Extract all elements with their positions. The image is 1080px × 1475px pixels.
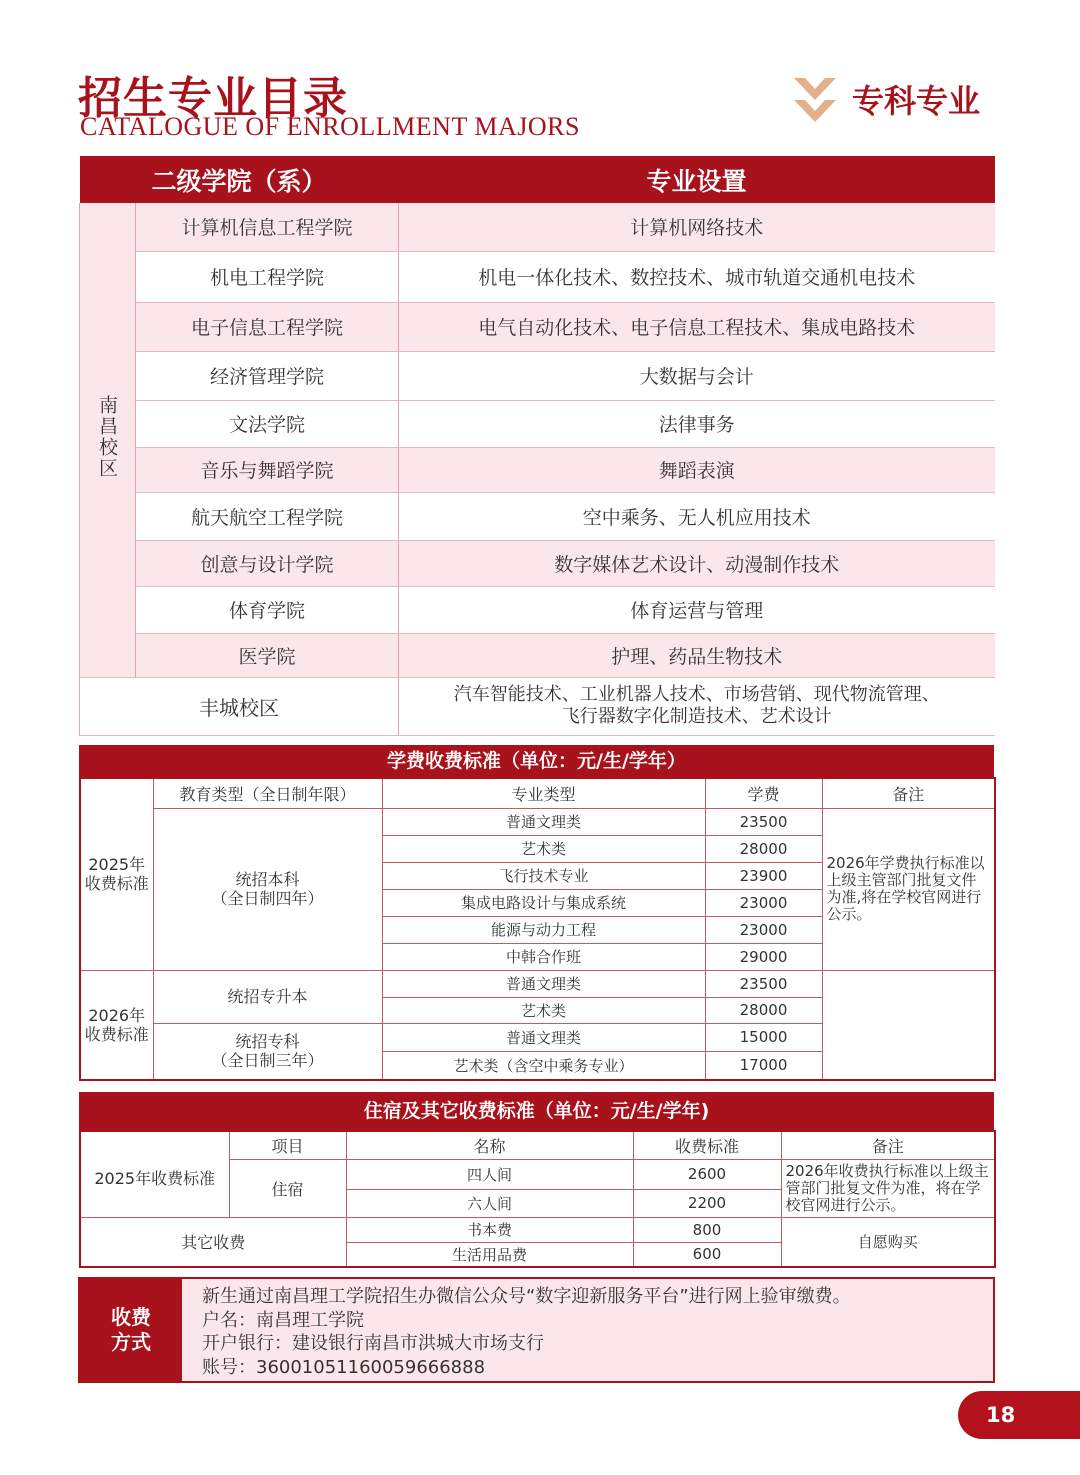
accom-name-cell: 六人间 — [346, 1189, 633, 1217]
payment-box — [78, 1277, 995, 1383]
table-row — [80, 302, 995, 351]
major-type-cell: 艺术类 — [382, 997, 705, 1023]
college-cell: 航天航空工程学院 — [136, 492, 399, 540]
major-type-cell: 普通文理类 — [382, 1023, 705, 1051]
fee-cell: 23500 — [705, 808, 822, 835]
payment-label-line: 收费 — [111, 1305, 151, 1329]
fee-cell: 29000 — [705, 943, 822, 970]
fee-cell: 23000 — [705, 889, 822, 916]
tuition-header-type: 专业类型 — [382, 778, 705, 808]
accom-item-zhusu-cell: 住宿 — [229, 1159, 346, 1217]
accommodation-table — [79, 1130, 996, 1268]
major-cell: 电气自动化技术、电子信息工程技术、集成电路技术 — [399, 302, 995, 351]
edu-type-label: 统招本科 — [235, 870, 300, 889]
tuition-table — [79, 777, 996, 1081]
tuition-note-empty-cell — [822, 970, 995, 1080]
accom-fee-cell: 800 — [633, 1217, 781, 1242]
college-cell: 文法学院 — [136, 400, 399, 447]
college-cell: 机电工程学院 — [136, 251, 399, 302]
page-subtitle: CATALOGUE OF ENROLLMENT MAJORS — [80, 112, 580, 141]
edu-type-label: 统招专科 — [235, 1032, 300, 1052]
major-cell: 法律事务 — [399, 400, 995, 447]
accom-header-item: 项目 — [229, 1131, 346, 1159]
edu-type-bk-cell — [153, 808, 382, 970]
table-row — [80, 808, 995, 835]
table-row — [80, 1217, 995, 1242]
major-type-cell: 集成电路设计与集成系统 — [382, 889, 705, 916]
edu-type-label: （全日制三年） — [211, 1051, 324, 1071]
major-cell: 机电一体化技术、数控技术、城市轨道交通机电技术 — [399, 251, 995, 302]
campus-nanchang-cell — [80, 203, 136, 677]
payment-line: 账号：36001051160059666888 — [202, 1356, 486, 1378]
college-cell: 体育学院 — [136, 586, 399, 633]
tuition-header-edu: 教育类型（全日制年限） — [153, 778, 382, 808]
accom-item-other-cell: 其它收费 — [80, 1217, 346, 1267]
tuition-title: 学费收费标准（单位：元/生/学年） — [79, 745, 994, 777]
college-cell: 经济管理学院 — [136, 351, 399, 400]
college-cell: 电子信息工程学院 — [136, 302, 399, 351]
table-row — [80, 447, 995, 492]
major-type-cell: 艺术类（含空中乘务专业） — [382, 1051, 705, 1080]
majors-table — [79, 156, 995, 736]
page-number: 18 — [958, 1391, 1080, 1439]
accommodation-header-row — [80, 1131, 995, 1159]
accom-header-note: 备注 — [781, 1131, 995, 1159]
college-cell: 音乐与舞蹈学院 — [136, 447, 399, 492]
fee-cell: 28000 — [705, 997, 822, 1023]
accom-year-2025-cell: 2025年收费标准 — [80, 1131, 229, 1217]
tuition-header-note: 备注 — [822, 778, 995, 808]
category-label: 专科专业 — [852, 82, 981, 120]
accom-header-fee: 收费标准 — [633, 1131, 781, 1159]
table-row — [80, 540, 995, 586]
majors-header-major: 专业设置 — [399, 156, 995, 203]
table-row — [80, 400, 995, 447]
major-cell: 数字媒体艺术设计、动漫制作技术 — [399, 540, 995, 586]
accom-name-cell: 生活用品费 — [346, 1242, 633, 1267]
accom-name-cell: 书本费 — [346, 1217, 633, 1242]
table-row — [80, 970, 995, 997]
major-cell: 护理、药品生物技术 — [399, 633, 995, 677]
accom-fee-cell: 2600 — [633, 1159, 781, 1189]
major-cell: 计算机网络技术 — [399, 203, 995, 251]
tuition-year-2026-cell — [80, 970, 153, 1080]
fee-cell: 17000 — [705, 1051, 822, 1080]
table-row — [80, 203, 995, 251]
year-label: 2025年 — [88, 855, 146, 875]
year-label: 2026年 — [88, 1005, 146, 1025]
college-cell: 医学院 — [136, 633, 399, 677]
fee-cell: 23500 — [705, 970, 822, 997]
table-row — [80, 677, 995, 735]
accom-fee-cell: 600 — [633, 1242, 781, 1267]
edu-type-label: （全日制四年） — [211, 889, 324, 908]
accom-note-cell: 2026年收费执行标准以上级主管部门批复文件为准，将在学校官网进行公示。 — [781, 1159, 995, 1217]
major-cell: 空中乘务、无人机应用技术 — [399, 492, 995, 540]
table-row — [80, 633, 995, 677]
payment-line: 开户银行：建设银行南昌市洪城大市场支行 — [202, 1333, 544, 1354]
college-cell: 计算机信息工程学院 — [136, 203, 399, 251]
table-row — [80, 351, 995, 400]
fee-cell: 23000 — [705, 916, 822, 943]
table-row — [80, 586, 995, 633]
page-title: 招生专业目录 — [78, 73, 348, 124]
major-type-cell: 普通文理类 — [382, 970, 705, 997]
tuition-header-fee: 学费 — [705, 778, 822, 808]
fengcheng-majors-line: 汽车智能技术、工业机器人技术、市场营销、现代物流管理、 — [453, 684, 940, 705]
payment-line: 新生通过南昌理工学院招生办微信公众号“数字迎新服务平台”进行网上验审缴费。 — [202, 1286, 851, 1307]
edu-type-zk-cell — [153, 1023, 382, 1080]
year-label: 收费标准 — [84, 1024, 149, 1044]
fee-cell: 15000 — [705, 1023, 822, 1051]
fee-cell: 28000 — [705, 835, 822, 862]
major-cell: 体育运营与管理 — [399, 586, 995, 633]
campus-fengcheng-cell: 丰城校区 — [80, 677, 399, 735]
tuition-note-cell: 2026年学费执行标准以上级主管部门批复文件为准,将在学校官网进行公示。 — [822, 808, 995, 970]
double-chevron-down-icon — [792, 76, 838, 124]
major-cell: 舞蹈表演 — [399, 447, 995, 492]
major-type-cell: 普通文理类 — [382, 808, 705, 835]
accom-fee-cell: 2200 — [633, 1189, 781, 1217]
accommodation-title: 住宿及其它收费标准（单位：元/生/学年) — [79, 1092, 994, 1130]
major-type-cell: 飞行技术专业 — [382, 862, 705, 889]
major-type-cell: 能源与动力工程 — [382, 916, 705, 943]
payment-label-line: 方式 — [111, 1330, 151, 1354]
fengcheng-majors-cell — [399, 677, 995, 735]
accom-header-name: 名称 — [346, 1131, 633, 1159]
tuition-year-2025-cell — [80, 778, 153, 970]
majors-header-row — [80, 156, 995, 203]
major-type-cell: 艺术类 — [382, 835, 705, 862]
fee-cell: 23900 — [705, 862, 822, 889]
major-cell: 大数据与会计 — [399, 351, 995, 400]
payment-line: 户名：南昌理工学院 — [202, 1309, 364, 1331]
payment-details — [202, 1285, 851, 1379]
fengcheng-majors-line: 飞行器数字化制造技术、艺术设计 — [561, 706, 832, 727]
accom-note-other-cell: 自愿购买 — [781, 1217, 995, 1267]
college-cell: 创意与设计学院 — [136, 540, 399, 586]
edu-type-zsb-cell: 统招专升本 — [153, 970, 382, 1023]
major-type-cell: 中韩合作班 — [382, 943, 705, 970]
year-label: 收费标准 — [84, 874, 149, 894]
accom-name-cell: 四人间 — [346, 1159, 633, 1189]
table-row — [80, 251, 995, 302]
payment-label — [80, 1279, 182, 1381]
majors-header-college: 二级学院（系） — [80, 156, 399, 203]
tuition-header-row — [80, 778, 995, 808]
table-row — [80, 492, 995, 540]
campus-nanchang-label: 南昌校区 — [96, 395, 118, 480]
